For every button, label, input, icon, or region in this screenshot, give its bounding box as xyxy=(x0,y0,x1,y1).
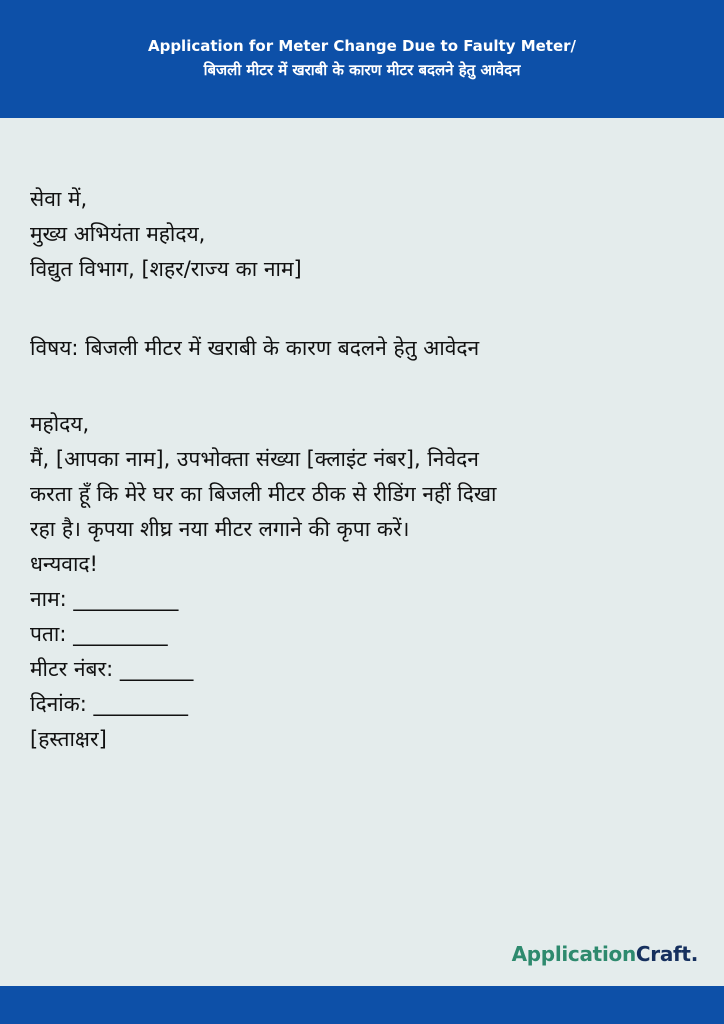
title-hindi: बिजली मीटर में खराबी के कारण मीटर बदलने हेतु आवेदन xyxy=(203,61,521,79)
header-banner xyxy=(0,0,724,118)
field-date: दिनांक: _________ xyxy=(30,692,189,716)
body-line: मैं, [आपका नाम], उपभोक्ता संख्या [क्लाइंट नंबर], निवेदन xyxy=(30,447,479,471)
salutation: महोदय, xyxy=(30,412,90,436)
address-line: मुख्य अभियंता महोदय, xyxy=(30,222,206,246)
logo-text-application: Application xyxy=(511,942,636,966)
body-line: रहा है। कृपया शीघ्र नया मीटर लगाने की कृपा करें। xyxy=(30,517,410,541)
letter-body xyxy=(30,182,680,757)
address-line: विद्युत विभाग, [शहर/राज्य का नाम] xyxy=(30,257,302,281)
spacer xyxy=(30,287,680,331)
title-english: Application for Meter Change Due to Faulty Meter/ xyxy=(147,37,577,55)
address-line: सेवा में, xyxy=(30,187,88,211)
field-meter-number: मीटर नंबर: _______ xyxy=(30,657,194,681)
body-line: करता हूँ कि मेरे घर का बिजली मीटर ठीक से रीडिंग नहीं दिखा xyxy=(30,482,497,506)
subject-line: विषय: बिजली मीटर में खराबी के कारण बदलने हेतु आवेदन xyxy=(30,336,480,360)
spacer xyxy=(30,366,680,407)
field-name: नाम: __________ xyxy=(30,587,179,611)
signature-placeholder: [हस्ताक्षर] xyxy=(30,727,107,751)
applicationcraft-logo xyxy=(512,942,698,966)
logo-text-craft: Craft. xyxy=(635,942,698,966)
closing: धन्यवाद! xyxy=(30,552,98,576)
footer-bar xyxy=(0,986,724,1024)
field-address: पता: _________ xyxy=(30,622,168,646)
